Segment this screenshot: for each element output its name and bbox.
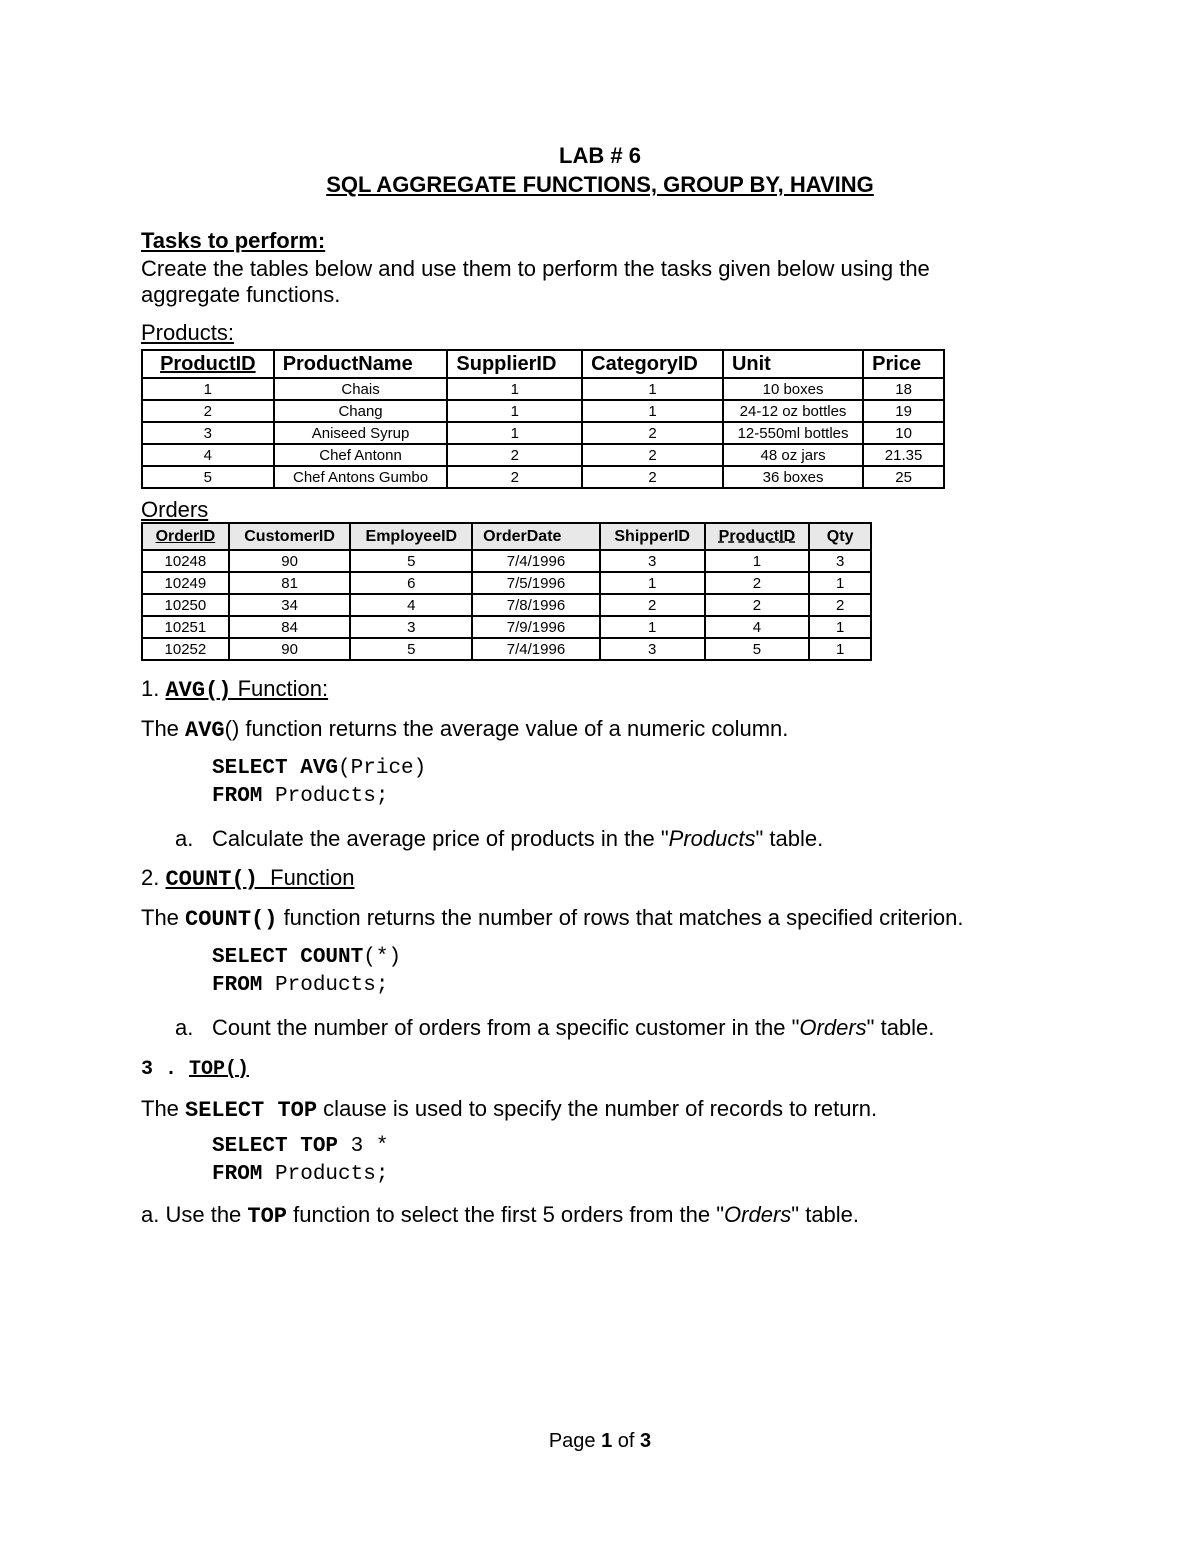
table-row [142,466,944,488]
desc-text: The [141,1096,186,1121]
code-text: (Price) [338,757,427,780]
table-row [142,550,871,572]
desc-text: clause is used to specify the number of records to return. [317,1096,878,1121]
table-cell: 4 [350,594,472,616]
table-row [142,400,944,422]
code-text: 3 * [338,1135,389,1158]
code-keyword: SELECT AVG [212,757,339,780]
table-row [142,378,944,400]
section-number: 1. [141,676,160,701]
table-cell: 2 [582,466,723,488]
code-text: Products; [262,1163,389,1186]
table-cell: 7/9/1996 [472,616,600,638]
table-cell: Chef Antonn [274,444,448,466]
table-cell: 19 [863,400,944,422]
table-cell: 5 [350,550,472,572]
table-cell: 2 [582,444,723,466]
orders-col-header: ShipperID [600,523,705,550]
page-label: Page [548,1430,602,1452]
desc-code: SELECT TOP [185,1098,318,1123]
page-footer [0,1430,1200,1453]
products-caption: Products: [141,320,234,345]
desc-text: The [141,716,186,741]
function-name: AVG() [165,678,232,703]
table-cell: 2 [705,594,810,616]
table-cell: 90 [229,550,351,572]
table-cell: 10 boxes [723,378,863,400]
intro-paragraph: Create the tables below and use them to perform the tasks given below using the aggregate functions. [141,256,930,307]
orders-col-header: OrderID [142,523,229,550]
table-cell: 2 [142,400,274,422]
task-text: " table. [755,826,824,851]
table-cell: 10 [863,422,944,444]
task-text: " table. [866,1015,935,1040]
table-cell: 1 [809,572,871,594]
tasks-heading: Tasks to perform: [141,228,326,253]
table-cell: 12-550ml bottles [723,422,863,444]
table-row [142,422,944,444]
table-cell: 4 [705,616,810,638]
code-text: Products; [262,974,389,997]
task-text: function to select the first 5 orders from the " [287,1202,725,1227]
table-cell: 1 [582,400,723,422]
table-cell: 36 boxes [723,466,863,488]
table-cell: 3 [350,616,472,638]
table-cell: 2 [582,422,723,444]
task-label: a. [175,1015,194,1040]
section-count-description [141,905,963,933]
current-page-number: 1 [601,1430,613,1452]
section-top-description [141,1096,877,1124]
table-row [142,594,871,616]
total-pages-number: 3 [640,1430,652,1452]
orders-table [141,522,872,661]
products-table [141,349,945,489]
orders-caption: Orders [141,497,209,522]
table-cell: 5 [142,466,274,488]
table-cell: 3 [600,638,705,660]
table-cell: 7/5/1996 [472,572,600,594]
products-col-header: Price [863,350,944,378]
table-cell: 1 [809,638,871,660]
code-block-count [212,944,401,1000]
section-heading-suffix: Function: [231,676,329,701]
function-name: COUNT() [165,867,258,892]
table-cell: 81 [229,572,351,594]
code-keyword: SELECT TOP [212,1135,339,1158]
table-cell: 21.35 [863,444,944,466]
table-cell: 1 [600,616,705,638]
task-label: a. [141,1202,160,1227]
desc-code: AVG [185,718,225,743]
table-cell: 7/4/1996 [472,550,600,572]
table-cell: Chef Antons Gumbo [274,466,448,488]
orders-header-row [142,523,871,550]
section-avg-description [141,716,788,744]
code-block-avg [212,755,426,811]
table-cell: 1 [600,572,705,594]
table-cell: 3 [809,550,871,572]
table-cell: 10252 [142,638,229,660]
table-cell: 48 oz jars [723,444,863,466]
table-cell: 3 [600,550,705,572]
task-emphasis: Orders [724,1202,792,1227]
products-col-header: ProductID [142,350,274,378]
orders-col-header: CustomerID [229,523,351,550]
table-cell: Chais [274,378,448,400]
table-cell: 1 [705,550,810,572]
table-row [142,638,871,660]
products-header-row [142,350,944,378]
table-cell: 7/4/1996 [472,638,600,660]
table-row [142,444,944,466]
table-cell: 10250 [142,594,229,616]
section-count-heading [141,865,355,893]
lab-subtitle: SQL AGGREGATE FUNCTIONS, GROUP BY, HAVING [326,172,874,197]
section-top-heading [141,1057,249,1083]
desc-text: () function returns the average value of a numeric column. [224,716,789,741]
task-code: TOP [247,1204,288,1229]
products-col-header: Unit [723,350,863,378]
task-avg [175,826,823,852]
task-count [175,1015,934,1041]
section-number: 2. [141,865,160,890]
task-emphasis: Products [668,826,756,851]
code-block-top [212,1133,388,1189]
table-cell: 2 [600,594,705,616]
products-col-header: CategoryID [582,350,723,378]
table-cell: 6 [350,572,472,594]
table-cell: 7/8/1996 [472,594,600,616]
code-text: Products; [262,785,389,808]
task-text: Count the number of orders from a specific customer in the " [212,1015,800,1040]
desc-text: function returns the number of rows that matches a specified criterion. [277,905,964,930]
desc-code: COUNT() [185,907,278,932]
table-cell: 5 [705,638,810,660]
table-cell: 5 [350,638,472,660]
task-text: Use the [159,1202,248,1227]
table-cell: Chang [274,400,448,422]
lab-title: LAB # 6 [559,143,641,168]
code-keyword: FROM [212,974,263,997]
code-keyword: FROM [212,1163,263,1186]
table-cell: 1 [447,400,582,422]
code-keyword: FROM [212,785,263,808]
orders-col-header: ProductID [705,523,810,550]
table-cell: 84 [229,616,351,638]
table-cell: 25 [863,466,944,488]
orders-col-header: EmployeeID [350,523,472,550]
section-heading-suffix: Function [257,865,355,890]
table-cell: 18 [863,378,944,400]
products-col-header: SupplierID [447,350,582,378]
orders-col-header: OrderDate [472,523,600,550]
task-emphasis: Orders [799,1015,867,1040]
table-cell: 2 [809,594,871,616]
task-text: Calculate the average price of products in the " [212,826,669,851]
table-cell: 10249 [142,572,229,594]
code-text: (*) [363,946,402,969]
task-top [141,1202,859,1230]
table-cell: 10248 [142,550,229,572]
table-cell: 2 [705,572,810,594]
table-cell: 4 [142,444,274,466]
table-cell: 1 [582,378,723,400]
table-cell: 1 [142,378,274,400]
products-col-header: ProductName [274,350,448,378]
table-cell: 90 [229,638,351,660]
table-cell: 1 [809,616,871,638]
table-cell: 34 [229,594,351,616]
desc-text: The [141,905,186,930]
table-cell: 2 [447,444,582,466]
table-row [142,572,871,594]
table-cell: 24-12 oz bottles [723,400,863,422]
task-label: a. [175,826,194,851]
table-cell: 2 [447,466,582,488]
table-cell: Aniseed Syrup [274,422,448,444]
table-cell: 3 [142,422,274,444]
function-name: TOP() [189,1058,250,1081]
section-number: 3 . [141,1058,178,1081]
table-cell: 1 [447,378,582,400]
table-row [142,616,871,638]
task-text: " table. [791,1202,860,1227]
section-avg-heading [141,676,328,704]
page-of-label: of [612,1430,641,1452]
table-cell: 1 [447,422,582,444]
orders-col-header: Qty [809,523,871,550]
code-keyword: SELECT COUNT [212,946,364,969]
table-cell: 10251 [142,616,229,638]
